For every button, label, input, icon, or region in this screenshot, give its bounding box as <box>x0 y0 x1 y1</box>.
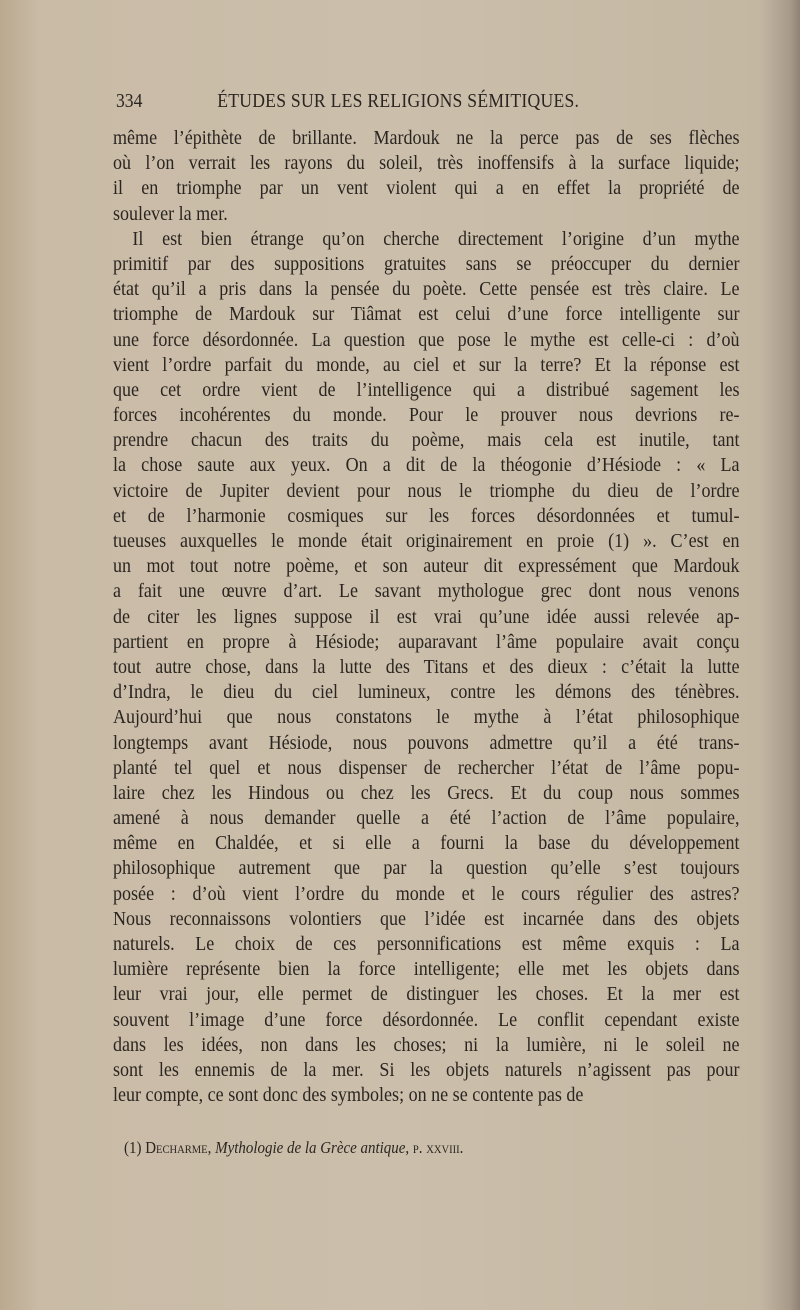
footnote: (1) Decharme, Mythologie de la Grèce antique, p. xxviii. <box>124 1138 464 1157</box>
text-line: leur vrai jour, elle permet de distinguer les choses. Et la mer est <box>113 983 740 1006</box>
text-line: leur compte, ce sont donc des symboles; on ne se contente pas de <box>113 1084 584 1107</box>
text-line: sont les ennemis de la mer. Si les objets naturels n’agissent pas pour <box>113 1058 740 1081</box>
text-line: primitif par des suppositions gratuites sans se préoccuper du dernier <box>113 252 740 275</box>
text-line: lumière représente bien la force intelligente; elle met les objets dans <box>113 958 740 981</box>
text-line: soulever la mer. <box>113 202 228 225</box>
page-header <box>116 90 745 116</box>
footnote-page: p. xxviii. <box>412 1138 464 1157</box>
text-line: une force désordonnée. La question que pose le mythe est celle-ci : d’où <box>113 328 740 351</box>
text-line: un mot tout notre poème, et son auteur dit expressément que Mardouk <box>113 555 740 578</box>
text-line: Nous reconnaissons volontiers que l’idée est incarnée dans des objets <box>113 907 740 930</box>
text-line: amené à nous demander quelle a été l’action de l’âme populaire, <box>113 807 740 830</box>
text-line: la chose saute aux yeux. On a dit de la théogonie d’Hésiode : « La <box>113 454 740 477</box>
footnote-author: Decharme <box>145 1138 208 1157</box>
text-line: posée : d’où vient l’ordre du monde et le cours régulier des astres? <box>113 882 740 905</box>
text-line: tueuses auxquelles le monde était originairement en proie (1) ». C’est en <box>113 530 740 552</box>
text-line: vient l’ordre parfait du monde, au ciel et sur la terre? Et la réponse est <box>113 353 740 376</box>
text-line: a fait une œuvre d’art. Le savant mythologue grec dont nous venons <box>113 580 740 603</box>
text-line: partient en propre à Hésiode; auparavant l’âme populaire avait conçu <box>113 630 740 653</box>
text-line: d’Indra, le dieu du ciel lumineux, contre les démons des ténèbres. <box>113 681 740 704</box>
text-line: planté tel quel et nous dispenser de rechercher l’état de l’âme popu- <box>113 756 740 779</box>
text-line: laire chez les Hindous ou chez les Grecs. Et du coup nous sommes <box>113 781 740 804</box>
body-text <box>113 126 740 1108</box>
text-line: Aujourd’hui que nous constatons le mythe à l’état philosophique <box>113 706 740 729</box>
text-line: état qu’il a pris dans la pensée du poète. Cette pensée est très claire. Le <box>113 278 740 301</box>
page-number: 334 <box>116 90 143 112</box>
text-line: même en Chaldée, et si elle a fourni la base du développement <box>113 832 740 855</box>
text-line: victoire de Jupiter devient pour nous le triomphe du dieu de l’ordre <box>113 479 740 502</box>
text-line: tout autre chose, dans la lutte des Titans et des dieux : c’était la lutte <box>113 655 740 678</box>
footnote-marker: (1) <box>124 1138 142 1157</box>
text-line: dans les idées, non dans les choses; ni la lumière, ni le soleil ne <box>113 1033 740 1056</box>
text-line: de citer les lignes suppose il est vrai qu’une idée aussi relevée ap- <box>113 605 740 628</box>
text-line: que cet ordre vient de l’intelligence qui a distribué sagement les <box>113 378 740 401</box>
footnote-title: Mythologie de la Grèce antique <box>215 1138 406 1157</box>
text-line: et de l’harmonie cosmiques sur les forces désordonnées et tumul- <box>113 504 740 527</box>
text-line: souvent l’image d’une force désordonnée. Le conflit cependant existe <box>113 1008 740 1031</box>
text-line: il en triomphe par un vent violent qui a en effet la propriété de <box>113 177 740 200</box>
text-line: triomphe de Mardouk sur Tiâmat est celui d’une force intelligente sur <box>113 303 740 326</box>
text-line: philosophique autrement que par la question qu’elle s’est toujours <box>113 857 740 880</box>
text-line: longtemps avant Hésiode, nous pouvons admettre qu’il a été trans- <box>113 731 740 754</box>
text-line: Il est bien étrange qu’on cherche directement l’origine d’un mythe <box>132 227 740 250</box>
running-title: ÉTUDES SUR LES RELIGIONS SÉMITIQUES. <box>217 90 580 112</box>
text-line: naturels. Le choix de ces personnifications est même exquis : La <box>113 933 740 955</box>
text-line: forces incohérentes du monde. Pour le prouver nous devrions re- <box>113 404 740 427</box>
text-line: même l’épithète de brillante. Mardouk ne la perce pas de ses flèches <box>113 127 740 149</box>
text-line: prendre chacun des traits du poème, mais cela est inutile, tant <box>113 429 740 452</box>
text-line: où l’on verrait les rayons du soleil, très inoffensifs à la surface liquide; <box>113 152 740 175</box>
